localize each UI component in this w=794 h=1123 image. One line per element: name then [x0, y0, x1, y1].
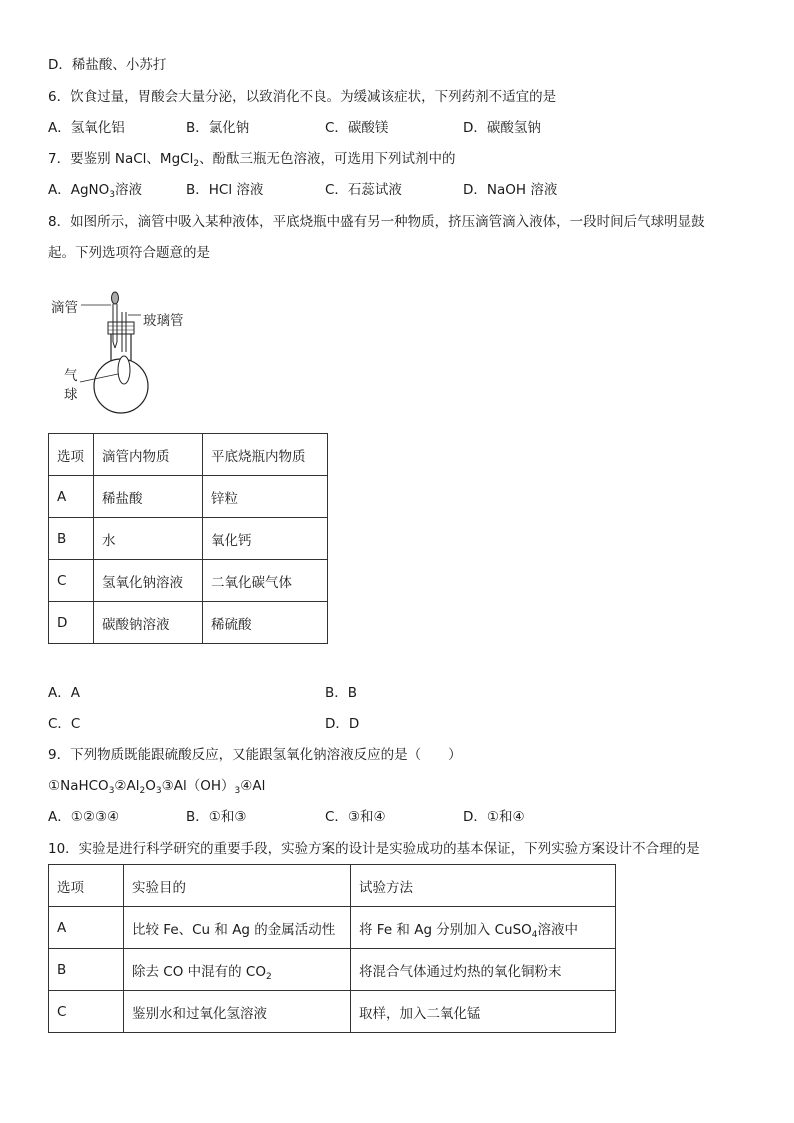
q9-items: $①NaHCO_3②Al_2O_3③Al(OH)_3④Al$: [48, 778, 266, 796]
q7-option-b: B．HCl 溶液: [186, 182, 264, 198]
q7-option-a: A．AgNO$_3$溶液: [48, 182, 142, 200]
table-cell: 二氧化碳气体: [203, 560, 328, 602]
q7-option-c: C．石蕊试液: [325, 182, 402, 198]
q8-option-b: B．B: [325, 685, 358, 701]
table-cell: 除去 CO 中混有的 $CO_2$: [124, 949, 351, 991]
table-row: [49, 560, 328, 602]
table-cell: D: [49, 602, 94, 644]
balloon-label-2: 球: [64, 387, 78, 403]
q9-option-d: D．①和④: [463, 809, 525, 825]
table-cell: A: [49, 476, 94, 518]
table-row: [49, 907, 616, 949]
table-cell: 将混合气体通过灼热的氧化铜粉末: [351, 949, 616, 991]
table-header-cell: 选项: [49, 865, 124, 907]
table-row: [49, 602, 328, 644]
table-cell: 取样，加入二氧化锰: [351, 991, 616, 1033]
table-cell: 氧化钙: [203, 518, 328, 560]
q8-option-d: D．D: [325, 716, 360, 732]
q9-option-b: B．①和③: [186, 809, 247, 825]
table-cell: 稀盐酸: [94, 476, 203, 518]
table-cell: B: [49, 518, 94, 560]
table-cell: C: [49, 991, 124, 1033]
table-header-cell: 滴管内物质: [94, 434, 203, 476]
table-header-cell: 平底烧瓶内物质: [203, 434, 328, 476]
q10-stem: 10．实验是进行科学研究的重要手段，实验方案的设计是实验成功的基本保证，下列实验方案设计不合理的是: [48, 841, 700, 857]
q6-option-d: D．碳酸氢钠: [463, 120, 541, 136]
q6-stem: 6．饮食过量，胃酸会大量分泌，以致消化不良。为缓减该症状，下列药剂不适宜的是: [48, 89, 557, 105]
q8-stem-line1: 8．如图所示，滴管中吸入某种液体，平底烧瓶中盛有另一种物质，挤压滴管滴入液体，一段时间后气球明显鼓: [48, 214, 705, 230]
q6-option-b: B．氯化钠: [186, 120, 250, 136]
balloon-label-1: 气: [64, 368, 78, 384]
table-cell: 比较 Fe、Cu 和 Ag 的金属活动性: [124, 907, 351, 949]
table-row: [49, 991, 616, 1033]
table-cell: 稀硫酸: [203, 602, 328, 644]
table-cell: A: [49, 907, 124, 949]
q6-option-c: C．碳酸镁: [325, 120, 389, 136]
table-header-cell: 选项: [49, 434, 94, 476]
glass-tube-label: 玻璃管: [143, 313, 184, 329]
q10-table: [48, 864, 616, 1033]
dropper-label: 滴管: [51, 300, 78, 316]
table-header-cell: 试验方法: [351, 865, 616, 907]
q9-stem: 9．下列物质既能跟硫酸反应，又能跟氢氧化钠溶液反应的是（ ）: [48, 747, 462, 763]
table-cell: 鉴别水和过氧化氢溶液: [124, 991, 351, 1033]
q7-stem: 7．要鉴别 NaCl、MgCl$_2$、酚酞三瓶无色溶液，可选用下列试剂中的: [48, 151, 456, 169]
q6-option-a: A．氢氧化铝: [48, 120, 125, 136]
table-cell: 碳酸钠溶液: [94, 602, 203, 644]
q8-table: [48, 433, 328, 644]
q9-option-a: A．①②③④: [48, 809, 120, 825]
table-cell: 氢氧化钠溶液: [94, 560, 203, 602]
table-row: [49, 949, 616, 991]
q7-option-d: D．NaOH 溶液: [463, 182, 558, 198]
q9-option-c: C．③和④: [325, 809, 386, 825]
table-cell: 水: [94, 518, 203, 560]
table-cell: 锌粒: [203, 476, 328, 518]
table-cell: 将 Fe 和 Ag 分别加入 CuSO$_4$溶液中: [351, 907, 616, 949]
table-row: [49, 476, 328, 518]
table-cell: B: [49, 949, 124, 991]
table-header-cell: 实验目的: [124, 865, 351, 907]
q8-option-a: A．A: [48, 685, 80, 701]
table-row: [49, 518, 328, 560]
q8-option-c: C．C: [48, 716, 81, 732]
q5-option-d: D．稀盐酸、小苏打: [48, 57, 167, 73]
flask-apparatus-diagram: [48, 282, 208, 417]
table-header-row: [49, 865, 616, 907]
table-cell: C: [49, 560, 94, 602]
table-header-row: [49, 434, 328, 476]
q8-stem-line2: 起。下列选项符合题意的是: [48, 245, 210, 261]
